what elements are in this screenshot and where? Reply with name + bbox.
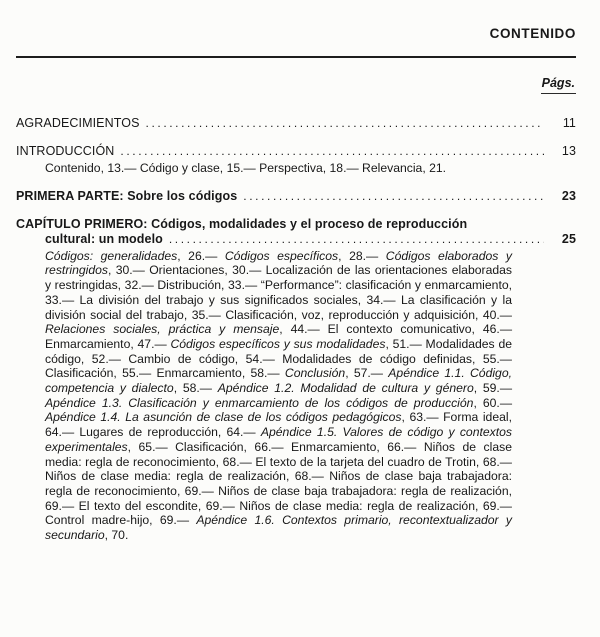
detail-segment: , 26.—: [177, 248, 225, 263]
toc-entry-page: 23: [561, 188, 576, 203]
toc-list: [16, 116, 576, 543]
toc-entry-capitulo-primero: [16, 217, 576, 543]
detail-segment: Apéndice 1.2. Modalidad de cultura y género: [217, 381, 474, 396]
detail-segment: , 58.—: [173, 381, 218, 396]
toc-entry-row: [16, 189, 576, 204]
toc-entry-title: AGRADECIMIENTOS: [16, 116, 140, 130]
detail-segment: , 70.: [104, 528, 129, 543]
toc-entry-page: 25: [561, 231, 576, 246]
detail-segment: Códigos específicos y sus modalidades: [170, 336, 386, 351]
detail-segment: , 44.— El contexto comunicativo, 46.— Enmarcamiento, 47.—: [45, 322, 513, 351]
pages-label-row: [16, 74, 576, 94]
detail-segment: , 59.—: [473, 381, 513, 396]
toc-entry-title: cultural: un modelo: [45, 231, 163, 246]
toc-entry-detail: [45, 249, 512, 543]
pages-column-label: Págs.: [541, 76, 576, 94]
dot-leader: [243, 189, 544, 204]
toc-entry-row: [16, 144, 576, 159]
header-divider: [16, 56, 576, 58]
detail-segment: , 57.—: [345, 366, 389, 381]
detail-segment: Apéndice 1.6. Contextos primario, recontextualizador y secundario: [45, 513, 512, 543]
dot-leader: [146, 116, 544, 131]
toc-entry-title: INTRODUCCIÓN: [16, 144, 115, 158]
detail-segment: Códigos específicos: [224, 248, 339, 263]
toc-entry-agradecimientos: [16, 116, 576, 131]
page-title: CONTENIDO: [489, 26, 576, 41]
detail-segment: , 30.— Orientaciones, 30.— Localización de las orientaciones elaboradas y restringidas, 32.— Distribución, 33.— “Performance”: clasificación y enmarcamiento, 33.— La división del trabajo y sus significados sociales, 34.— La clasificación y la división social del trabajo, 35.— Clasificación, voz, reproducción y adquisición, 40.—: [45, 263, 512, 322]
detail-segment: Apéndice 1.4. La asunción de clase de los códigos pedagógicos: [45, 410, 402, 425]
page-header: [16, 26, 576, 94]
detail-segment: , 28.—: [338, 248, 386, 263]
detail-segment: Conclusión: [284, 366, 346, 381]
detail-segment: Apéndice 1.1. Código, competencia y dialecto: [45, 366, 512, 396]
toc-entry-row: [16, 232, 576, 247]
detail-segment: , 60.—: [473, 395, 513, 410]
detail-segment: Apéndice 1.5. Valores de código y contextos experimentales: [45, 425, 512, 454]
toc-entry-title: CAPÍTULO PRIMERO: Códigos, modalidades y el proceso de reproducción: [16, 216, 468, 231]
toc-entry-title: PRIMERA PARTE: Sobre los códigos: [16, 188, 238, 203]
toc-entry-primera-parte: [16, 189, 576, 204]
toc-entry-detail: [45, 161, 512, 176]
detail-segment: , 51.— Modalidades de código, 52.— Cambio de código, 54.— Modalidades de código definidas, 55.— Clasificación, 55.— Enmarcamiento, 58.—: [45, 336, 512, 381]
detail-segment: , 63.— Forma ideal, 64.— Lugares de reproducción, 64.—: [45, 410, 512, 440]
dot-leader: [169, 232, 544, 247]
toc-entry-introduccion: [16, 144, 576, 176]
detail-segment: Contenido, 13.— Código y clase, 15.— Perspectiva, 18.— Relevancia, 21.: [45, 161, 447, 175]
toc-entry-page: 13: [561, 144, 576, 158]
toc-entry-row: [16, 116, 576, 131]
detail-segment: Relaciones sociales, práctica y mensaje: [45, 322, 280, 337]
detail-segment: , 65.— Clasificación, 66.— Enmarcamiento, 66.— Niños de clase media: regla de reconocimiento, 68.— El texto de la tarjeta del cuadro de Trotin, 68.— Niños de clase media: regla de realización, 68.— Niños de clase baja trabajadora: regla de reconocimiento, 69.— Niños de clase baja trabajadora: regla de realización, 69.— El texto del escondite, 69.— Niños de clase media: regla de realización, 69.— Control madre-hijo, 69.—: [45, 439, 512, 528]
dot-leader: [120, 144, 544, 159]
detail-segment: Códigos: generalidades: [45, 248, 178, 263]
detail-segment: Apéndice 1.3. Clasificación y enmarcamiento de los códigos de producción: [45, 395, 474, 410]
toc-entry-page: 11: [562, 116, 576, 130]
detail-segment: Códigos elaborados y restringidos: [45, 248, 512, 278]
